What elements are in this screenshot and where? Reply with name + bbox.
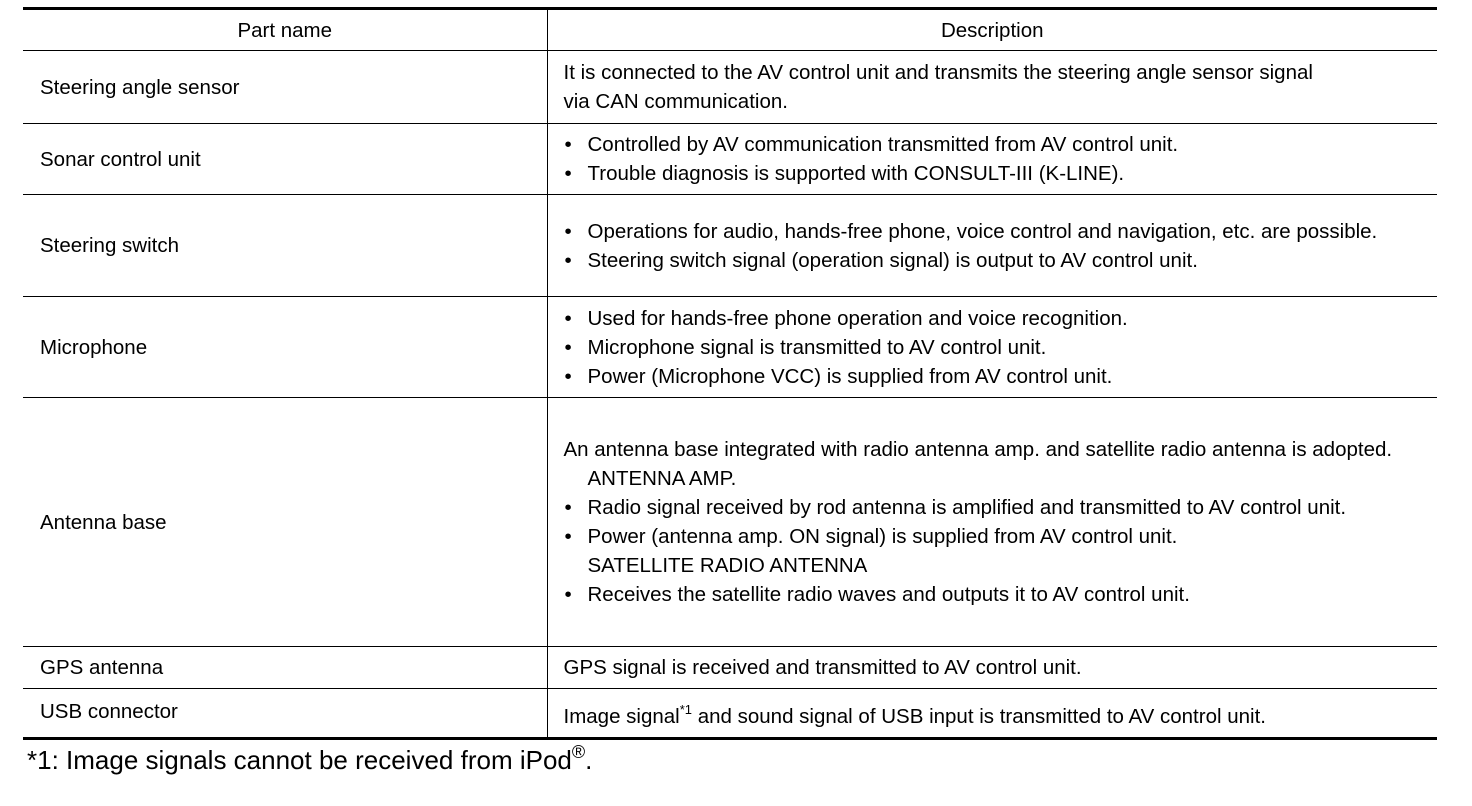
table-row [23,647,1437,689]
description-cell [547,297,1437,398]
bullet-item: • Receives the satellite radio waves and outputs it to AV control unit. [564,580,1426,609]
bullet-item: • Radio signal received by rod antenna is amplified and transmitted to AV control unit. [564,493,1426,522]
table-row [23,398,1437,647]
subsection-heading: SATELLITE RADIO ANTENNA [587,554,868,577]
description-header: Description [547,9,1437,51]
table-row [23,297,1437,398]
description-cell [547,51,1437,124]
footnote-reference: *1 [679,701,693,717]
part-name-header: Part name [23,9,547,51]
subsection-heading: ANTENNA AMP. [587,467,737,490]
description-text: Image signal [563,704,680,728]
description-cell [547,689,1437,739]
part-name-cell: Steering angle sensor [23,51,547,124]
description-cell [547,398,1437,647]
bullet-item: • Used for hands-free phone operation and voice recognition. [564,304,1426,333]
table-row [23,195,1437,297]
table-row [23,124,1437,195]
part-name-cell: USB connector [23,689,547,739]
description-line: An antenna base integrated with radio antenna amp. and satellite radio antenna is adopted. [563,438,1393,461]
bullet-item: • Power (Microphone VCC) is supplied from AV control unit. [564,362,1426,391]
footnote [27,743,592,777]
bullet-item: • Steering switch signal (operation signal) is output to AV control unit. [564,246,1426,275]
description-cell [547,124,1437,195]
part-name-cell: Microphone [23,297,547,398]
description-cell [547,195,1437,297]
description-cell: GPS signal is received and transmitted to AV control unit. [547,647,1437,689]
bullet-item: • Operations for audio, hands-free phone, voice control and navigation, etc. are possible. [564,217,1426,246]
footnote-end: . [585,745,593,775]
bullet-item: • Microphone signal is transmitted to AV control unit. [564,333,1426,362]
footnote-text: *1: Image signals cannot be received from iPod [27,745,572,775]
description-line: via CAN communication. [563,90,788,113]
table-header-row [23,9,1437,51]
part-name-cell: Steering switch [23,195,547,297]
bullet-item: • Power (antenna amp. ON signal) is supplied from AV control unit. [564,522,1426,551]
bullet-item: • Controlled by AV communication transmitted from AV control unit. [564,130,1426,159]
part-name-cell: Sonar control unit [23,124,547,195]
part-name-cell: Antenna base [23,398,547,647]
parts-description-table [23,7,1437,740]
table-row [23,689,1437,739]
bullet-item: • Trouble diagnosis is supported with CONSULT-III (K-LINE). [564,159,1426,188]
description-text: and sound signal of USB input is transmitted to AV control unit. [692,704,1266,728]
registered-mark: ® [571,742,586,762]
part-name-cell: GPS antenna [23,647,547,689]
description-line: It is connected to the AV control unit and transmits the steering angle sensor signal [563,61,1313,84]
table-row [23,51,1437,124]
